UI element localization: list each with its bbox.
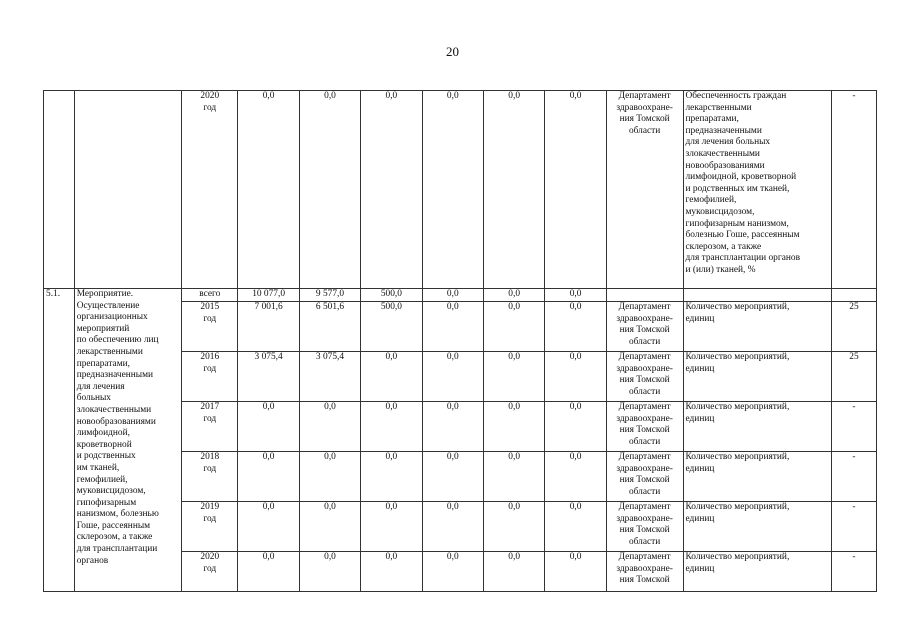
value-cell: 0,0 (238, 91, 299, 289)
value-cell: 0,0 (361, 552, 422, 592)
program-table (43, 90, 877, 592)
value-cell: 500,0 (361, 289, 422, 302)
value-cell: 0,0 (299, 452, 360, 502)
value-cell: 7 001,6 (238, 302, 299, 352)
value-cell: 0,0 (299, 552, 360, 592)
indicator-cell (683, 289, 831, 302)
table-row (44, 289, 877, 302)
value-cell: 0,0 (299, 402, 360, 452)
year-cell: 2017 год (182, 402, 238, 452)
value-cell: 0,0 (238, 452, 299, 502)
value-cell: 0,0 (422, 502, 483, 552)
value-cell: 0,0 (483, 302, 544, 352)
table-row (44, 91, 877, 289)
value-cell: 0,0 (483, 552, 544, 592)
value-cell: 0,0 (483, 352, 544, 402)
value-cell: 0,0 (483, 502, 544, 552)
value-cell: 0,0 (545, 502, 606, 552)
target-cell: - (831, 452, 876, 502)
value-cell: 0,0 (422, 91, 483, 289)
value-cell: 0,0 (422, 452, 483, 502)
value-cell: 3 075,4 (299, 352, 360, 402)
section-number: 5.1. (44, 289, 75, 592)
value-cell: 0,0 (361, 402, 422, 452)
year-cell: 2018 год (182, 452, 238, 502)
executor-cell: Департамент здравоохране- ния Томской области (606, 402, 683, 452)
value-cell: 0,0 (361, 91, 422, 289)
indicator-cell: Обеспеченность граждан лекарственными препаратами, предназначенными для лечения больных злокачественными новообразованиями лимфоидной, кроветворной и родственных им тканей, гемофилией, муковисцидозом, гипофизарным нанизмом, болезнью Гоше, рассеянным склерозом, а также для трансплантации органов и (или) тканей, % (683, 91, 831, 289)
activity-cell (74, 91, 181, 289)
target-cell: - (831, 502, 876, 552)
target-cell: - (831, 402, 876, 452)
number-cell (44, 91, 75, 289)
value-cell: 9 577,0 (299, 289, 360, 302)
executor-cell: Департамент здравоохране- ния Томской области (606, 452, 683, 502)
indicator-cell: Количество мероприятий, единиц (683, 352, 831, 402)
year-cell: 2020 год (182, 91, 238, 289)
year-cell: всего (182, 289, 238, 302)
value-cell: 0,0 (422, 352, 483, 402)
value-cell: 0,0 (361, 452, 422, 502)
target-cell: 25 (831, 302, 876, 352)
executor-cell: Департамент здравоохране- ния Томской области (606, 502, 683, 552)
target-cell: - (831, 91, 876, 289)
year-cell: 2016 год (182, 352, 238, 402)
value-cell: 0,0 (422, 289, 483, 302)
value-cell: 0,0 (483, 289, 544, 302)
value-cell: 10 077,0 (238, 289, 299, 302)
value-cell: 0,0 (545, 91, 606, 289)
value-cell: 0,0 (422, 302, 483, 352)
indicator-cell: Количество мероприятий, единиц (683, 452, 831, 502)
value-cell: 0,0 (545, 352, 606, 402)
executor-cell (606, 289, 683, 302)
value-cell: 0,0 (545, 302, 606, 352)
indicator-cell: Количество мероприятий, единиц (683, 502, 831, 552)
value-cell: 0,0 (545, 552, 606, 592)
year-cell: 2015 год (182, 302, 238, 352)
value-cell: 0,0 (422, 552, 483, 592)
value-cell: 0,0 (361, 352, 422, 402)
executor-cell: Департамент здравоохране- ния Томской области (606, 91, 683, 289)
value-cell: 0,0 (483, 452, 544, 502)
value-cell: 0,0 (238, 502, 299, 552)
value-cell: 0,0 (238, 402, 299, 452)
target-cell: - (831, 552, 876, 592)
value-cell: 0,0 (361, 502, 422, 552)
year-cell: 2019 год (182, 502, 238, 552)
value-cell: 6 501,6 (299, 302, 360, 352)
year-cell: 2020 год (182, 552, 238, 592)
value-cell: 0,0 (299, 91, 360, 289)
value-cell: 0,0 (238, 552, 299, 592)
value-cell: 3 075,4 (238, 352, 299, 402)
value-cell: 0,0 (483, 91, 544, 289)
value-cell: 0,0 (483, 402, 544, 452)
indicator-cell: Количество мероприятий, единиц (683, 302, 831, 352)
value-cell: 500,0 (361, 302, 422, 352)
section-name: Мероприятие. Осуществление организационных мероприятий по обеспечению лиц лекарственными препаратами, предназначенными для лечения больных злокачественными новообразованиями лимфоидной, кроветворной и родственных им тканей, гемофилией, муковисцидозом, гипофизарным нанизмом, болезнью Гоше, рассеянным склерозом, а также для трансплантации органов (74, 289, 181, 592)
executor-cell: Департамент здравоохране- ния Томской области (606, 302, 683, 352)
page-number: 20 (446, 44, 459, 59)
indicator-cell: Количество мероприятий, единиц (683, 402, 831, 452)
value-cell: 0,0 (545, 402, 606, 452)
executor-cell: Департамент здравоохране- ния Томской области (606, 352, 683, 402)
value-cell: 0,0 (422, 402, 483, 452)
executor-cell: Департамент здравоохране- ния Томской (606, 552, 683, 592)
value-cell: 0,0 (545, 452, 606, 502)
target-cell (831, 289, 876, 302)
indicator-cell: Количество мероприятий, единиц (683, 552, 831, 592)
value-cell: 0,0 (545, 289, 606, 302)
target-cell: 25 (831, 352, 876, 402)
value-cell: 0,0 (299, 502, 360, 552)
